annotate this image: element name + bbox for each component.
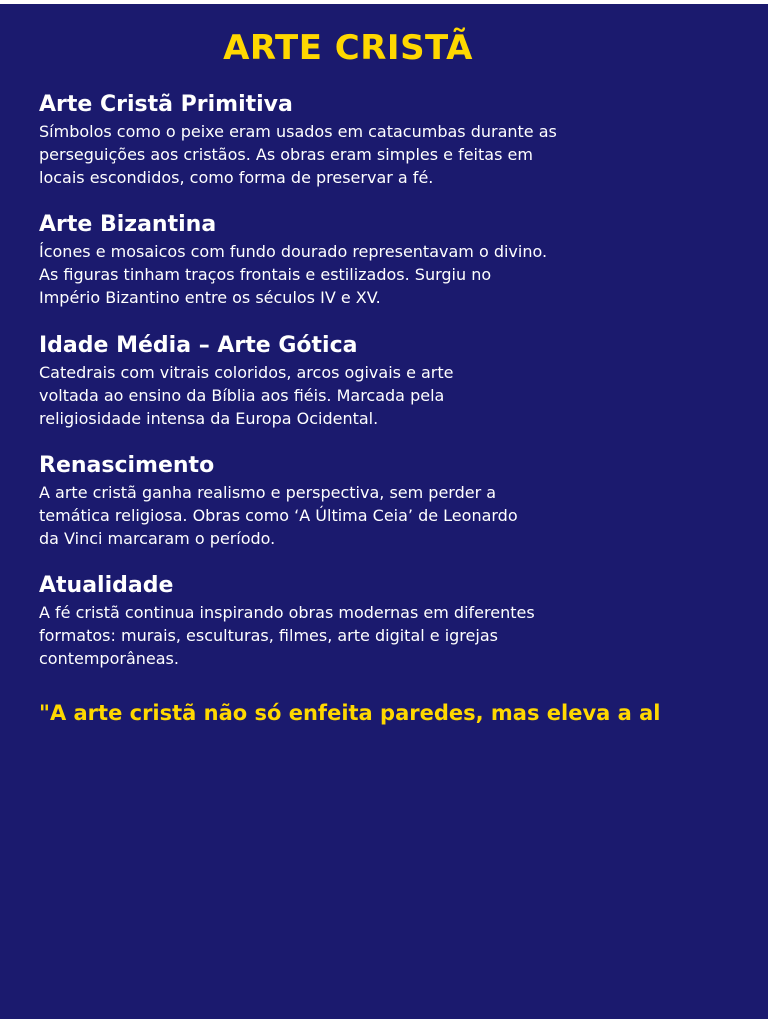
section-arte-gotica [39,333,679,430]
section-heading: Renascimento [39,453,215,478]
section-body: A fé cristã continua inspirando obras modernas em diferentes formatos: murais, esculturas, filmes, arte digital e igrejas contemporâneas. [39,603,535,668]
section-body: A arte cristã ganha realismo e perspectiva, sem perder a temática religiosa. Obras como ‘A Última Ceia’ de Leonardo da Vinci marcaram o período. [39,483,518,548]
section-arte-bizantina [39,212,679,309]
closing-quote: "A arte cristã não só enfeita paredes, mas eleva a al [39,701,661,725]
section-heading: Idade Média – Arte Gótica [39,333,358,358]
section-heading: Arte Bizantina [39,212,217,237]
section-body: Catedrais com vitrais coloridos, arcos ogivais e arte voltada ao ensino da Bíblia aos fiéis. Marcada pela religiosidade intensa da Europa Ocidental. [39,363,454,428]
slide-page [0,4,768,1019]
section-heading: Atualidade [39,573,174,598]
section-heading: Arte Cristã Primitiva [39,92,293,117]
section-body: Ícones e mosaicos com fundo dourado representavam o divino. As figuras tinham traços frontais e estilizados. Surgiu no Império Bizantino entre os séculos IV e XV. [39,242,548,307]
page-title: ARTE CRISTÃ [223,28,473,68]
section-renascimento [39,453,679,550]
section-arte-crista-primitiva [39,92,679,189]
section-atualidade [39,573,679,670]
section-body: Símbolos como o peixe eram usados em catacumbas durante as perseguições aos cristãos. As obras eram simples e feitas em locais escondidos, como forma de preservar a fé. [39,122,557,187]
